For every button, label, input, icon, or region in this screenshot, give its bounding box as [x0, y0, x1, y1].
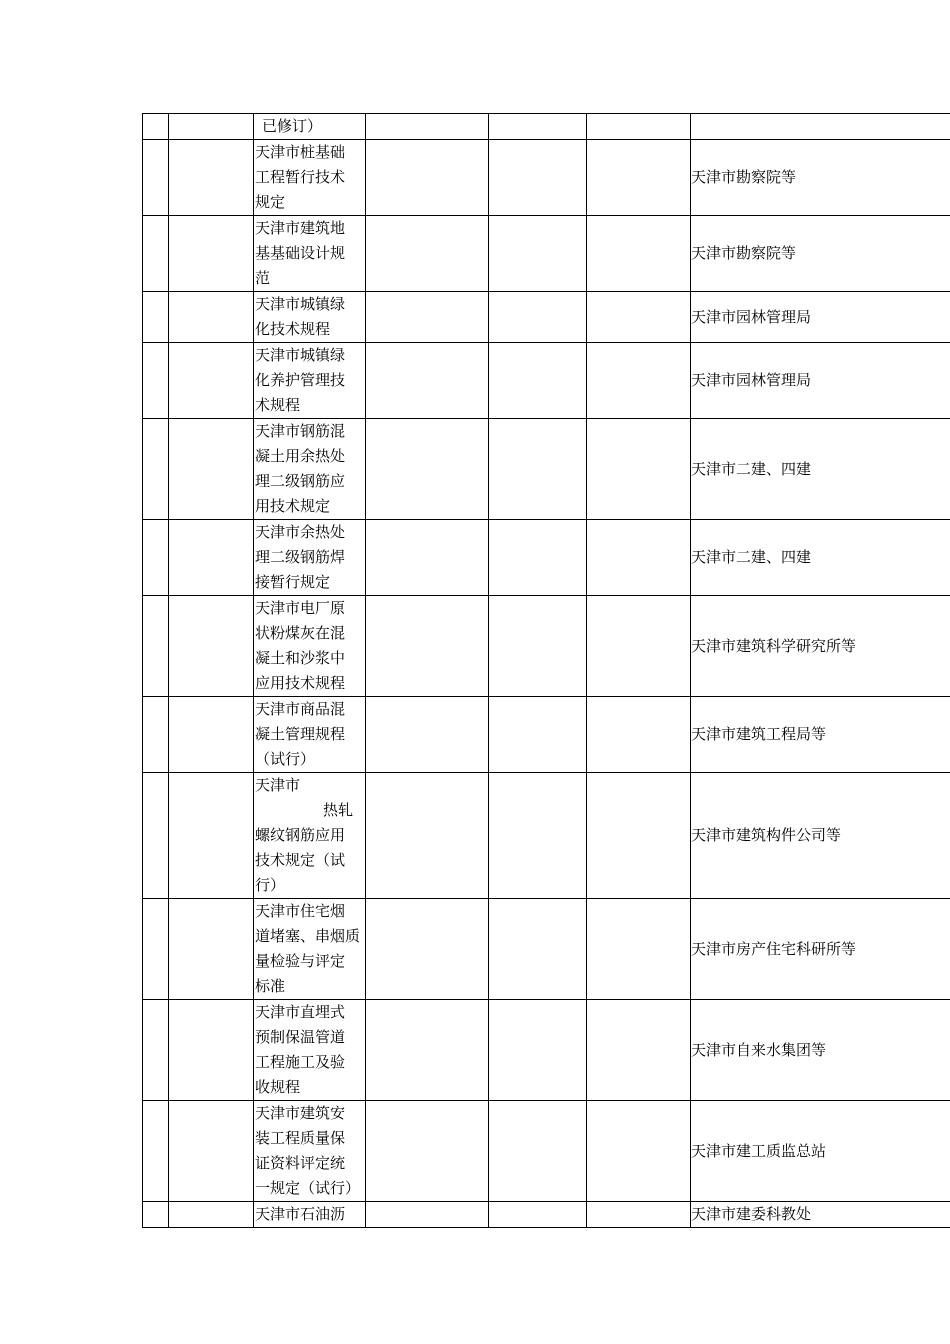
empty-cell — [587, 292, 691, 343]
standard-name-cell — [254, 1202, 366, 1228]
responsible-unit: 天津市建筑工程局等 — [691, 725, 827, 743]
empty-cell — [143, 697, 169, 773]
standard-name: 天津市石油沥 — [255, 1205, 346, 1223]
responsible-unit-cell — [691, 1202, 950, 1228]
standard-name: 已修订） — [262, 117, 323, 135]
table-body — [143, 114, 950, 1228]
empty-cell — [366, 520, 489, 596]
empty-cell — [169, 1101, 254, 1202]
empty-cell — [366, 773, 489, 899]
responsible-unit-cell — [691, 140, 950, 216]
standard-name: 天津市余热处 理二级钢筋焊 接暂行规定 — [255, 523, 346, 591]
empty-cell — [143, 140, 169, 216]
empty-cell — [169, 520, 254, 596]
table-row — [143, 520, 950, 596]
empty-cell — [169, 1000, 254, 1101]
empty-cell — [587, 1101, 691, 1202]
standard-name-cell — [254, 520, 366, 596]
table-row — [143, 899, 950, 1000]
table-row — [143, 697, 950, 773]
standard-name — [254, 773, 365, 898]
empty-cell — [366, 419, 489, 520]
standard-name-cell — [254, 773, 366, 899]
responsible-unit-cell — [691, 697, 950, 773]
standard-name: 天津市城镇绿 化养护管理技 术规程 — [255, 346, 346, 414]
empty-cell — [169, 343, 254, 419]
empty-cell — [169, 216, 254, 292]
table-row — [143, 1202, 950, 1228]
empty-cell — [366, 216, 489, 292]
empty-cell — [366, 899, 489, 1000]
table-row — [143, 419, 950, 520]
empty-cell — [366, 697, 489, 773]
empty-cell — [169, 697, 254, 773]
empty-cell — [366, 292, 489, 343]
empty-cell — [169, 140, 254, 216]
empty-cell — [143, 520, 169, 596]
empty-cell — [169, 419, 254, 520]
standard-name-cell — [254, 216, 366, 292]
responsible-unit: 天津市房产住宅科研所等 — [691, 939, 857, 958]
empty-cell — [366, 343, 489, 419]
empty-cell — [143, 773, 169, 899]
responsible-unit: 天津市勘察院等 — [691, 244, 797, 262]
empty-cell — [489, 343, 587, 419]
standard-name-cell — [254, 697, 366, 773]
empty-cell — [587, 343, 691, 419]
empty-cell — [169, 773, 254, 899]
responsible-unit-cell — [691, 773, 950, 899]
standard-name-line: 行） — [255, 876, 286, 894]
responsible-unit: 天津市建筑构件公司等 — [691, 826, 842, 844]
responsible-unit-cell — [691, 292, 950, 343]
empty-cell — [169, 292, 254, 343]
empty-cell — [587, 1000, 691, 1101]
empty-cell — [143, 114, 169, 140]
table-row — [143, 773, 950, 899]
empty-cell — [587, 216, 691, 292]
responsible-unit-cell — [691, 520, 950, 596]
responsible-unit-cell — [691, 1101, 950, 1202]
responsible-unit-cell — [691, 899, 950, 1000]
empty-cell — [489, 596, 587, 697]
table-row — [143, 292, 950, 343]
responsible-unit-cell — [691, 596, 950, 697]
empty-cell — [143, 596, 169, 697]
empty-cell — [587, 114, 691, 140]
standard-name-cell — [254, 1101, 366, 1202]
table-row — [143, 216, 950, 292]
empty-cell — [143, 292, 169, 343]
empty-cell — [489, 216, 587, 292]
empty-cell — [143, 899, 169, 1000]
empty-cell — [489, 292, 587, 343]
empty-cell — [169, 899, 254, 1000]
standard-name: 天津市桩基础 工程暂行技术 规定 — [255, 143, 346, 211]
standard-name-line: 热轧 — [323, 801, 354, 819]
standard-name: 天津市建筑安 装工程质量保 证资料评定统 一规定（试行） — [255, 1104, 361, 1197]
standard-name-cell — [254, 596, 366, 697]
table-row — [143, 140, 950, 216]
table-row — [143, 1000, 950, 1101]
empty-cell — [489, 520, 587, 596]
empty-cell — [366, 1101, 489, 1202]
empty-cell — [489, 140, 587, 216]
empty-cell — [143, 1202, 169, 1228]
empty-cell — [587, 520, 691, 596]
table-row — [143, 596, 950, 697]
empty-cell — [366, 1000, 489, 1101]
table-row — [143, 114, 950, 140]
standard-name-cell — [254, 1000, 366, 1101]
responsible-unit: 天津市二建、四建 — [691, 548, 812, 566]
responsible-unit: 天津市园林管理局 — [691, 371, 812, 389]
responsible-unit-cell — [691, 419, 950, 520]
empty-cell — [143, 216, 169, 292]
empty-cell — [489, 1101, 587, 1202]
table-row — [143, 1101, 950, 1202]
standard-name-cell — [254, 899, 366, 1000]
standard-name-line: 天津市 — [255, 776, 301, 794]
responsible-unit-cell — [691, 114, 950, 140]
empty-cell — [143, 1101, 169, 1202]
empty-cell — [489, 899, 587, 1000]
empty-cell — [587, 1202, 691, 1228]
empty-cell — [169, 114, 254, 140]
standard-name: 天津市电厂原 状粉煤灰在混 凝土和沙浆中 应用技术规程 — [255, 599, 346, 692]
empty-cell — [169, 596, 254, 697]
responsible-unit-cell — [691, 1000, 950, 1101]
empty-cell — [489, 773, 587, 899]
empty-cell — [489, 697, 587, 773]
responsible-unit: 天津市建工质监总站 — [691, 1141, 827, 1160]
empty-cell — [587, 140, 691, 216]
standard-name-cell — [254, 292, 366, 343]
empty-cell — [366, 140, 489, 216]
standard-name: 天津市城镇绿 化技术规程 — [255, 295, 346, 338]
empty-cell — [587, 419, 691, 520]
empty-cell — [587, 596, 691, 697]
empty-cell — [489, 1000, 587, 1101]
responsible-unit: 天津市建筑科学研究所等 — [691, 636, 857, 655]
standard-name: 天津市建筑地 基基础设计规 范 — [255, 219, 346, 287]
standard-name: 天津市商品混 凝土管理规程 （试行） — [255, 700, 346, 768]
standard-name-line: 螺纹钢筋应用 — [255, 826, 346, 844]
empty-cell — [587, 773, 691, 899]
responsible-unit: 天津市自来水集团等 — [691, 1040, 827, 1059]
responsible-unit: 天津市建委科教处 — [691, 1205, 812, 1223]
standard-name-cell — [254, 114, 366, 140]
standard-name-line: 技术规定（试 — [255, 851, 346, 869]
standard-name-cell — [254, 419, 366, 520]
standard-name: 天津市住宅烟 道堵塞、串烟质 量检验与评定 标准 — [255, 902, 361, 995]
empty-cell — [489, 1202, 587, 1228]
responsible-unit-cell — [691, 343, 950, 419]
standard-name-cell — [254, 140, 366, 216]
standard-name: 天津市直埋式 预制保温管道 工程施工及验 收规程 — [255, 1003, 346, 1096]
responsible-unit: 天津市园林管理局 — [691, 307, 812, 326]
empty-cell — [489, 419, 587, 520]
standard-name: 天津市钢筋混 凝土用余热处 理二级钢筋应 用技术规定 — [255, 422, 346, 515]
empty-cell — [587, 899, 691, 1000]
empty-cell — [143, 343, 169, 419]
empty-cell — [489, 114, 587, 140]
standards-table — [142, 113, 950, 1228]
empty-cell — [143, 1000, 169, 1101]
empty-cell — [143, 419, 169, 520]
responsible-unit: 天津市二建、四建 — [691, 459, 812, 478]
empty-cell — [366, 596, 489, 697]
responsible-unit: 天津市勘察院等 — [691, 168, 797, 186]
empty-cell — [587, 697, 691, 773]
standard-name-cell — [254, 343, 366, 419]
responsible-unit-cell — [691, 216, 950, 292]
empty-cell — [169, 1202, 254, 1228]
empty-cell — [366, 114, 489, 140]
empty-cell — [366, 1202, 489, 1228]
table-row — [143, 343, 950, 419]
